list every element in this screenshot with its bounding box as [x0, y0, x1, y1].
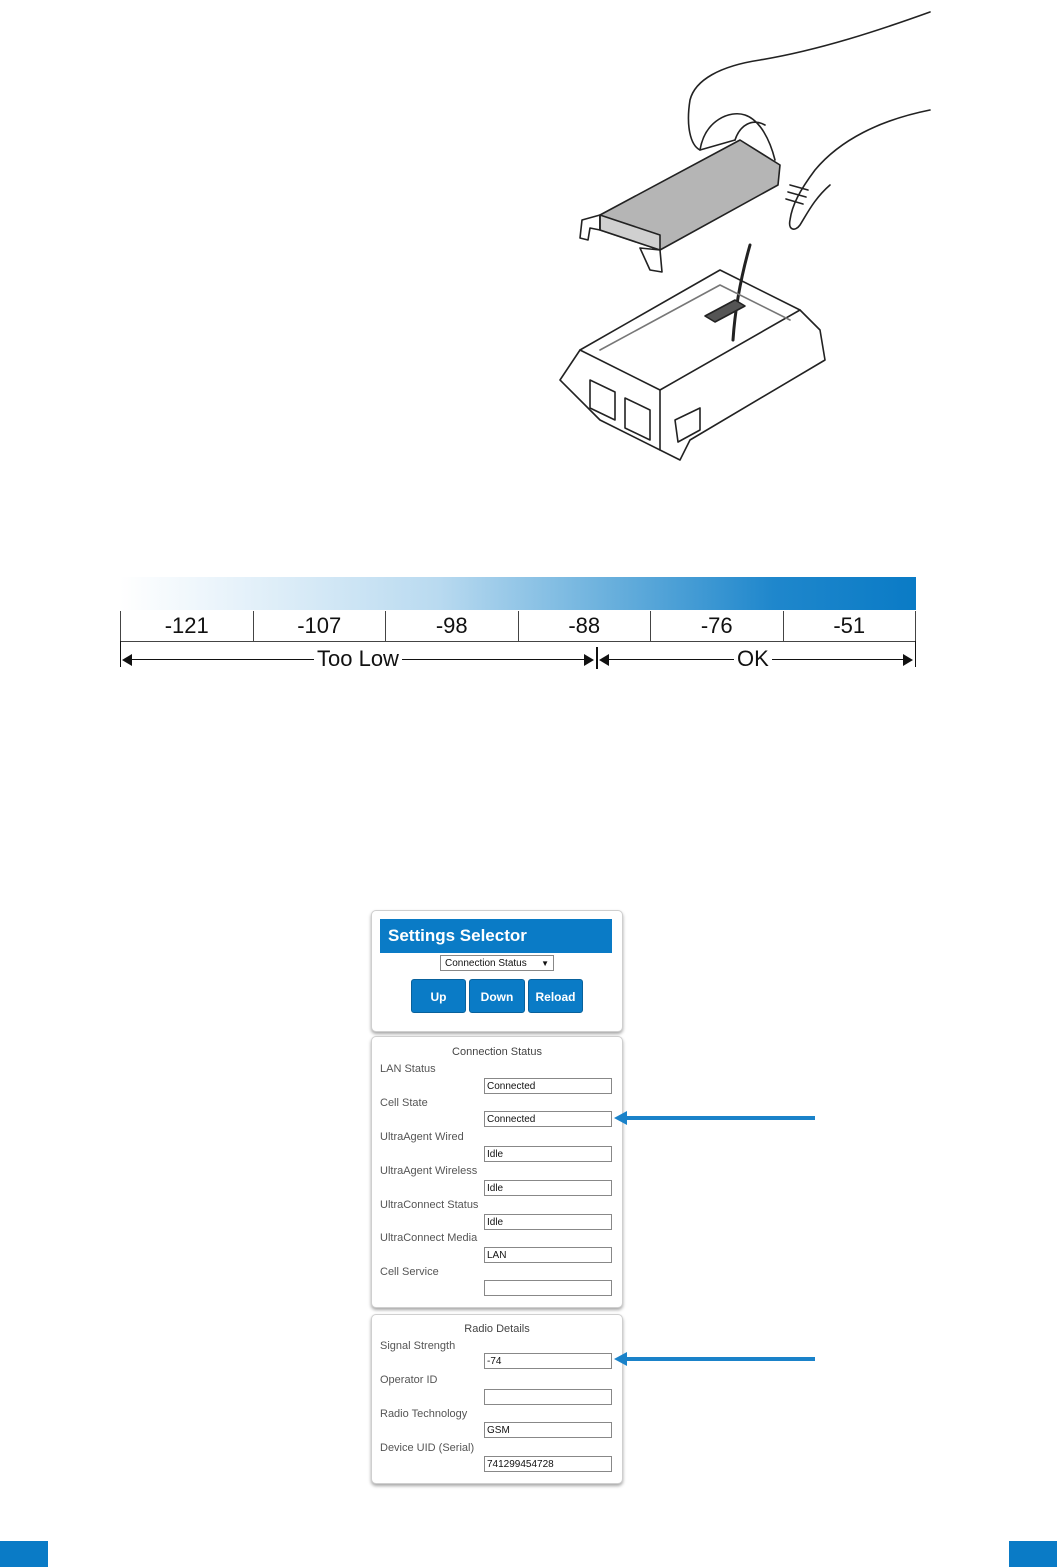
down-button[interactable]: Down	[469, 979, 525, 1013]
range-tick-divider	[596, 647, 598, 669]
scale-value: -88	[519, 611, 652, 641]
signal-strength-scale	[120, 577, 916, 672]
signal-strength-field[interactable]: -74	[484, 1353, 612, 1369]
field-label: Cell Service	[380, 1266, 439, 1278]
scale-value: -107	[254, 611, 387, 641]
field-label: UltraConnect Status	[380, 1199, 479, 1211]
field-label: Cell State	[380, 1097, 428, 1109]
scale-value: -98	[386, 611, 519, 641]
settings-dropdown-value: Connection Status	[445, 958, 527, 969]
signal-gradient-bar	[120, 577, 916, 610]
scale-value: -121	[121, 611, 254, 641]
device-uid-field[interactable]: 741299454728	[484, 1456, 612, 1472]
field-label: UltraAgent Wired	[380, 1131, 464, 1143]
arrow-right-icon	[584, 654, 594, 666]
field-label: Signal Strength	[380, 1340, 456, 1352]
radio-details-title: Radio Details	[464, 1323, 530, 1335]
operator-id-field[interactable]	[484, 1389, 612, 1405]
footer-block-right	[1009, 1541, 1057, 1567]
up-button[interactable]: Up	[411, 979, 466, 1013]
callout-cell-state-line	[626, 1116, 815, 1120]
arrow-left-icon	[599, 654, 609, 666]
field-label: LAN Status	[380, 1063, 436, 1075]
caret-down-icon: ▼	[541, 959, 549, 968]
callout-signal-strength-line	[626, 1357, 815, 1361]
field-label: UltraAgent Wireless	[380, 1165, 478, 1177]
too-low-label: Too Low	[314, 647, 402, 671]
radio-details-panel	[371, 1314, 623, 1484]
radio-technology-field[interactable]: GSM	[484, 1422, 612, 1438]
range-tick-left	[120, 641, 121, 667]
settings-selector-panel	[371, 910, 623, 1032]
settings-dropdown[interactable]	[440, 955, 554, 971]
connection-status-title: Connection Status	[452, 1046, 542, 1058]
range-tick-right	[915, 641, 916, 667]
scale-values-row	[120, 611, 916, 642]
cell-state-field[interactable]: Connected	[484, 1111, 612, 1127]
arrow-right-icon	[903, 654, 913, 666]
footer-block-left	[0, 1541, 48, 1567]
field-label: UltraConnect Media	[380, 1232, 478, 1244]
cell-service-field[interactable]	[484, 1280, 612, 1296]
ultraconnect-media-field[interactable]: LAN	[484, 1247, 612, 1263]
lan-status-field[interactable]: Connected	[484, 1078, 612, 1094]
ultraagent-wired-field[interactable]: Idle	[484, 1146, 612, 1162]
connection-status-panel	[371, 1036, 623, 1308]
device-cover-illustration	[550, 0, 940, 470]
hand-shape	[688, 12, 930, 150]
field-label: Radio Technology	[380, 1408, 468, 1420]
arrow-left-icon	[122, 654, 132, 666]
ultraconnect-status-field[interactable]: Idle	[484, 1214, 612, 1230]
scale-value: -51	[784, 611, 917, 641]
reload-button[interactable]: Reload	[528, 979, 583, 1013]
scale-value: -76	[651, 611, 784, 641]
device-base-shape	[560, 270, 825, 460]
ok-label: OK	[734, 647, 772, 671]
field-label: Device UID (Serial)	[380, 1442, 475, 1454]
field-label: Operator ID	[380, 1374, 438, 1386]
settings-selector-title: Settings Selector	[380, 919, 612, 953]
ultraagent-wireless-field[interactable]: Idle	[484, 1180, 612, 1196]
